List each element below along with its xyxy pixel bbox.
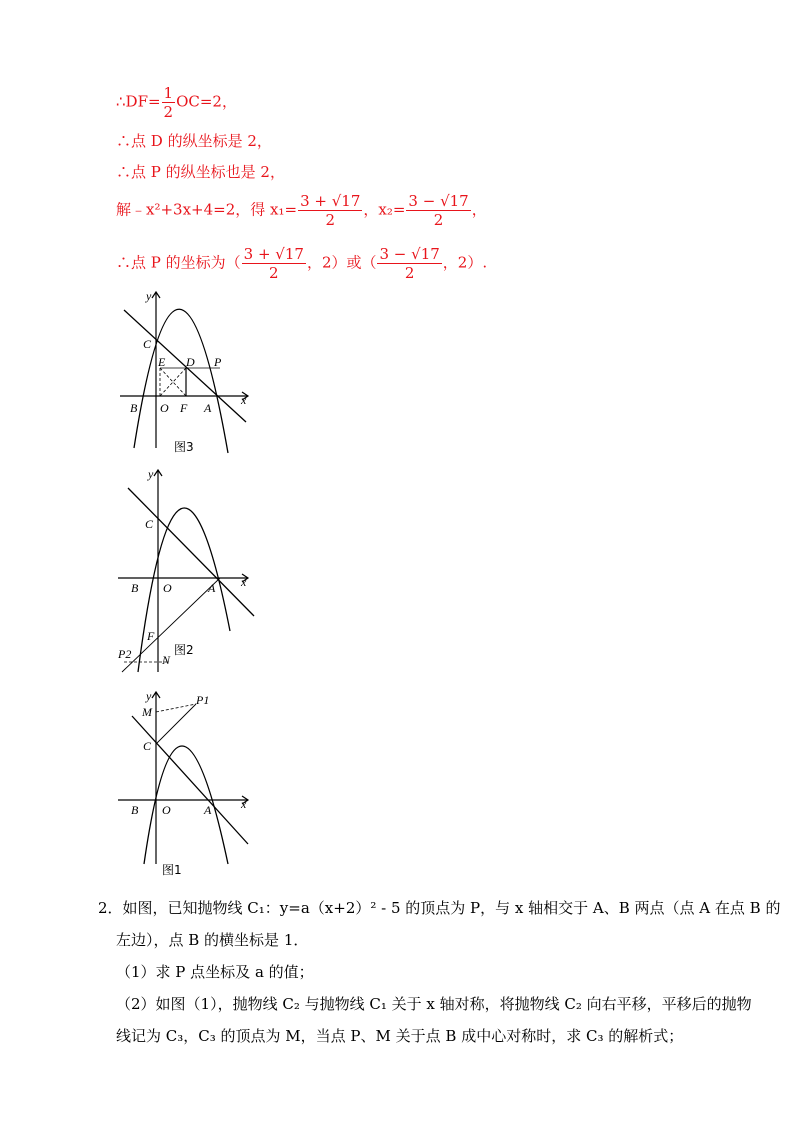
fig2-p2-label: P2 (118, 647, 132, 661)
problem-line-3: （1）求 P 点坐标及 a 的值； (116, 963, 314, 981)
fig2-c-label: C (145, 517, 154, 531)
x2-fraction: $\frac{3 - √17}{2}$ (408, 192, 469, 229)
problem-line-5: 线记为 C₃，C₃ 的顶点为 M，当点 P、M 关于点 B 成中心对称时，求 C₃ 的解析式； (116, 1027, 684, 1045)
fig3-y-label: y (146, 289, 152, 303)
fig3-x-label: x (241, 393, 247, 407)
fig3-d-label: D (186, 355, 195, 369)
fig2-a-label: A (208, 581, 216, 595)
fig1-x-label: x (241, 797, 247, 811)
fig1-c-label: C (143, 739, 152, 753)
figure-2-diagram (116, 466, 256, 676)
fig1-o-label: O (162, 803, 171, 817)
problem-line-4: （2）如图（1），抛物线 C₂ 与抛物线 C₁ 关于 x 轴对称，将抛物线 C₂ 向右平移，平移后的抛物 (116, 995, 752, 1013)
fig3-c-label: C (143, 337, 152, 351)
figure-3-diagram (116, 288, 256, 458)
fig3-b-label: B (130, 401, 138, 415)
fig3-a-label: A (204, 401, 212, 415)
p2-fraction: $\frac{3 - √17}{2}$ (379, 245, 440, 282)
fig3-o-label: O (160, 401, 169, 415)
p1-fraction: $\frac{3 + √17}{2}$ (243, 245, 304, 282)
fig2-x-label: x (241, 575, 247, 589)
solution-line-4: 解﹣x²+3x+4=2，得 x₁= $\frac{3 + √17}{2}$ ，x₂= $\frac{3 - √17}{2}$ ， (116, 192, 487, 229)
x1-fraction: $\frac{3 + √17}{2}$ (300, 192, 361, 229)
figure-1-diagram (116, 688, 256, 878)
line1-prefix: ∴DF= (116, 92, 161, 111)
figure-2 (116, 466, 256, 676)
fig2-o-label: O (163, 581, 172, 595)
solution-line-1 (116, 84, 237, 121)
fig1-a-label: A (204, 803, 212, 817)
fig1-b-label: B (131, 803, 139, 817)
fig3-caption: 图3 (174, 440, 194, 454)
figure-1 (116, 688, 256, 878)
solution-line-5: ∴点 P 的坐标为（ $\frac{3 + √17}{2}$ ，2）或（ $\frac{3 - √17}{2}$ ，2）. (116, 245, 488, 282)
half-fraction: $\frac{1}{2}$ (163, 84, 174, 121)
figure-3 (116, 288, 256, 458)
fig1-p1-label: P1 (196, 693, 210, 707)
solution-line-2: ∴点 D 的纵坐标是 2， (116, 132, 272, 150)
fig2-y-label: y (148, 467, 154, 481)
fig2-f-label: F (147, 629, 155, 643)
problem-line-2: 左边），点 B 的横坐标是 1． (116, 931, 309, 949)
fig3-p-label: P (214, 355, 222, 369)
line1-suffix: OC=2， (176, 92, 237, 111)
fig1-caption: 图1 (162, 863, 182, 877)
fig2-b-label: B (131, 581, 139, 595)
fig1-m-label: M (142, 705, 152, 719)
fig3-e-label: E (158, 355, 166, 369)
fig2-caption: 图2 (174, 643, 194, 657)
problem-line-1: 2．如图，已知抛物线 C₁：y=a（x+2）² - 5 的顶点为 P，与 x 轴相交于 A、B 两点（点 A 在点 B 的 (98, 899, 781, 917)
fig1-y-label: y (146, 689, 152, 703)
fig2-n-label: N (162, 653, 171, 667)
fig3-f-label: F (180, 401, 188, 415)
solution-line-3: ∴点 P 的纵坐标也是 2， (116, 163, 285, 181)
